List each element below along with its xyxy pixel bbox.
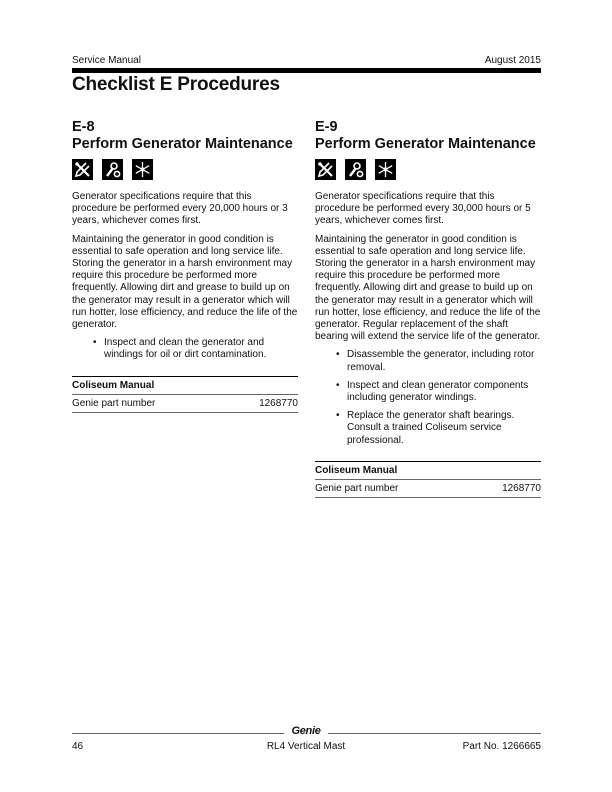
bullet-list [72,337,298,361]
paragraph: Generator specifications require that this procedure be performed every 30,000 hours or 5 years, whichever comes first. [315,191,531,227]
reference-row [315,480,541,498]
reference-heading: Coliseum Manual [315,462,541,480]
footer-rule-right [328,733,541,734]
footer-part-number: Part No. 1266665 [462,741,541,752]
list-item: • Disassemble the generator, including rotor removal. [347,349,541,373]
section-number: E-8 [72,119,95,135]
list-item: • Replace the generator shaft bearings. Consult a trained Coliseum service professional. [347,410,541,447]
wrench-gear-icon [102,159,123,180]
section-e8 [72,119,298,413]
paragraph: Generator specifications require that this procedure be performed every 20,000 hours or 3 years, whichever comes first. [72,191,288,227]
icon-row [315,159,541,180]
paragraph: Maintaining the generator in good condition is essential to safe operation and long service life. Storing the generator in a harsh environment may require this procedure be performed more frequently. Allowing dirt and grease to build up on the generator may result in a generator which will run hotter, lose efficiency, and reduce the life of the generator. [72,233,298,331]
reference-label: Genie part number [315,483,399,495]
reference-table [315,461,541,498]
header-left: Service Manual [72,55,141,66]
footer-page-number: 46 [72,741,84,752]
genie-logo: Genie [291,725,321,737]
reference-label: Genie part number [72,397,156,409]
icon-row [72,159,298,180]
section-title: Perform Generator Maintenance [315,136,536,152]
paragraph: Maintaining the generator in good condition is essential to safe operation and long service life. Storing the generator in a harsh environment may require this procedure be performed more frequently. Allowing dirt and grease to build up on the generator may result in a generator which will run hotter, lose efficiency, and reduce the life of the generator. Regular replacement of the shaft bearing will extend the service life of the generator. [315,233,541,343]
reference-value: 1268770 [502,483,541,495]
snowflake-icon [375,159,396,180]
footer-title: RL4 Vertical Mast [266,741,346,752]
tools-icon [72,159,93,180]
bullet-list [315,349,541,446]
tools-icon [315,159,336,180]
section-title: Perform Generator Maintenance [72,136,293,152]
header-rule [72,68,541,73]
list-item: • Inspect and clean the generator and windings for oil or dirt contamination. [104,337,298,361]
reference-row [72,395,298,413]
reference-value: 1268770 [259,397,298,409]
section-number: E-9 [315,119,338,135]
section-e9 [315,119,541,498]
snowflake-icon [132,159,153,180]
reference-heading: Coliseum Manual [72,377,298,395]
wrench-gear-icon [345,159,366,180]
header-right: August 2015 [484,55,541,66]
list-item: • Inspect and clean generator components including generator windings. [347,380,541,404]
reference-table [72,376,298,413]
footer-rule-left [72,733,284,734]
page-title: Checklist E Procedures [72,74,280,95]
